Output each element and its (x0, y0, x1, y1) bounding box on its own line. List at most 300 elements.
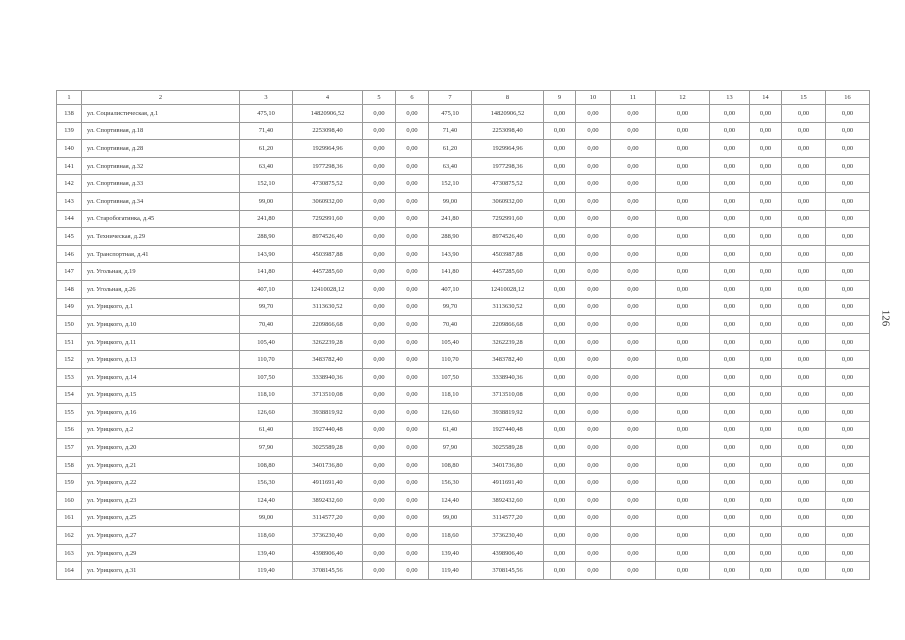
header-cell: 4 (293, 91, 363, 105)
value-cell: 0,00 (576, 175, 611, 193)
value-cell: 108,80 (240, 456, 293, 474)
value-cell: 0,00 (544, 210, 576, 228)
row-number-cell: 161 (57, 509, 82, 527)
value-cell: 0,00 (544, 333, 576, 351)
value-cell: 139,40 (240, 544, 293, 562)
value-cell: 0,00 (656, 298, 710, 316)
header-cell: 3 (240, 91, 293, 105)
value-cell: 0,00 (396, 509, 429, 527)
value-cell: 0,00 (396, 351, 429, 369)
value-cell: 0,00 (710, 228, 750, 246)
row-number-cell: 147 (57, 263, 82, 281)
address-cell: ул. Урицкого, д.2 (82, 421, 240, 439)
value-cell: 3262239,28 (293, 333, 363, 351)
row-number-cell: 158 (57, 456, 82, 474)
value-cell: 0,00 (363, 456, 396, 474)
value-cell: 0,00 (656, 210, 710, 228)
value-cell: 3892432,60 (293, 492, 363, 510)
value-cell: 126,60 (429, 404, 472, 422)
value-cell: 0,00 (782, 105, 826, 123)
value-cell: 241,80 (240, 210, 293, 228)
value-cell: 0,00 (576, 527, 611, 545)
value-cell: 0,00 (656, 140, 710, 158)
address-cell: ул. Урицкого, д.20 (82, 439, 240, 457)
value-cell: 0,00 (782, 140, 826, 158)
table-row (57, 157, 870, 175)
value-cell: 0,00 (710, 474, 750, 492)
table-row (57, 386, 870, 404)
address-cell: ул. Урицкого, д.23 (82, 492, 240, 510)
value-cell: 0,00 (710, 298, 750, 316)
value-cell: 4503987,88 (472, 245, 544, 263)
value-cell: 0,00 (750, 474, 782, 492)
value-cell: 0,00 (611, 210, 656, 228)
value-cell: 3713510,08 (472, 386, 544, 404)
value-cell: 61,40 (240, 421, 293, 439)
value-cell: 3708145,56 (472, 562, 544, 580)
value-cell: 0,00 (826, 386, 870, 404)
value-cell: 0,00 (750, 140, 782, 158)
value-cell: 0,00 (826, 351, 870, 369)
header-cell: 11 (611, 91, 656, 105)
value-cell: 0,00 (656, 509, 710, 527)
value-cell: 0,00 (782, 492, 826, 510)
value-cell: 63,40 (240, 157, 293, 175)
value-cell: 0,00 (710, 140, 750, 158)
value-cell: 0,00 (750, 122, 782, 140)
value-cell: 4730875,52 (472, 175, 544, 193)
value-cell: 0,00 (611, 280, 656, 298)
value-cell: 99,00 (429, 509, 472, 527)
table-row (57, 298, 870, 316)
value-cell: 0,00 (396, 157, 429, 175)
value-cell: 0,00 (544, 368, 576, 386)
value-cell: 0,00 (750, 263, 782, 281)
value-cell: 3113630,52 (293, 298, 363, 316)
table-row (57, 245, 870, 263)
value-cell: 0,00 (656, 228, 710, 246)
value-cell: 3713510,08 (293, 386, 363, 404)
value-cell: 0,00 (363, 245, 396, 263)
value-cell: 0,00 (576, 192, 611, 210)
value-cell: 110,70 (429, 351, 472, 369)
value-cell: 1977298,36 (293, 157, 363, 175)
value-cell: 8974526,40 (293, 228, 363, 246)
header-cell: 15 (782, 91, 826, 105)
row-number-cell: 156 (57, 421, 82, 439)
value-cell: 0,00 (656, 421, 710, 439)
value-cell: 0,00 (611, 105, 656, 123)
value-cell: 0,00 (656, 386, 710, 404)
value-cell: 0,00 (544, 404, 576, 422)
address-cell: ул. Урицкого, д.25 (82, 509, 240, 527)
value-cell: 0,00 (396, 263, 429, 281)
value-cell: 1927440,48 (293, 421, 363, 439)
row-number-cell: 151 (57, 333, 82, 351)
value-cell: 3025589,28 (472, 439, 544, 457)
value-cell: 0,00 (611, 368, 656, 386)
value-cell: 0,00 (363, 527, 396, 545)
row-number-cell: 139 (57, 122, 82, 140)
address-cell: ул. Старобогатинка, д.45 (82, 210, 240, 228)
value-cell: 0,00 (396, 140, 429, 158)
value-cell: 4398906,40 (293, 544, 363, 562)
value-cell: 0,00 (611, 439, 656, 457)
value-cell: 0,00 (363, 105, 396, 123)
value-cell: 14820906,52 (293, 105, 363, 123)
table-row (57, 421, 870, 439)
table-body (57, 91, 870, 580)
value-cell: 0,00 (710, 544, 750, 562)
table-row (57, 439, 870, 457)
value-cell: 118,60 (240, 527, 293, 545)
value-cell: 1977298,36 (472, 157, 544, 175)
value-cell: 0,00 (611, 404, 656, 422)
value-cell: 0,00 (363, 351, 396, 369)
value-cell: 0,00 (710, 316, 750, 334)
value-cell: 0,00 (656, 404, 710, 422)
value-cell: 107,50 (240, 368, 293, 386)
value-cell: 0,00 (750, 492, 782, 510)
value-cell: 0,00 (750, 105, 782, 123)
address-cell: ул. Угольная, д.26 (82, 280, 240, 298)
value-cell: 0,00 (710, 509, 750, 527)
value-cell: 0,00 (363, 562, 396, 580)
table-row (57, 228, 870, 246)
table-row (57, 492, 870, 510)
value-cell: 0,00 (826, 474, 870, 492)
value-cell: 3483782,40 (472, 351, 544, 369)
value-cell: 0,00 (396, 298, 429, 316)
value-cell: 0,00 (611, 175, 656, 193)
value-cell: 1929964,96 (293, 140, 363, 158)
value-cell: 0,00 (363, 122, 396, 140)
value-cell: 0,00 (611, 157, 656, 175)
value-cell: 0,00 (576, 474, 611, 492)
value-cell: 0,00 (656, 492, 710, 510)
value-cell: 0,00 (826, 404, 870, 422)
value-cell: 71,40 (240, 122, 293, 140)
value-cell: 0,00 (611, 333, 656, 351)
value-cell: 0,00 (826, 157, 870, 175)
value-cell: 0,00 (576, 562, 611, 580)
value-cell: 407,10 (240, 280, 293, 298)
table-row (57, 122, 870, 140)
value-cell: 0,00 (576, 280, 611, 298)
value-cell: 0,00 (611, 351, 656, 369)
value-cell: 0,00 (750, 157, 782, 175)
value-cell: 139,40 (429, 544, 472, 562)
value-cell: 0,00 (363, 421, 396, 439)
value-cell: 12410028,12 (293, 280, 363, 298)
value-cell: 0,00 (363, 474, 396, 492)
value-cell: 407,10 (429, 280, 472, 298)
value-cell: 0,00 (576, 298, 611, 316)
value-cell: 0,00 (750, 404, 782, 422)
value-cell: 0,00 (396, 333, 429, 351)
value-cell: 99,70 (429, 298, 472, 316)
value-cell: 0,00 (396, 456, 429, 474)
value-cell: 0,00 (611, 316, 656, 334)
value-cell: 2253098,40 (293, 122, 363, 140)
value-cell: 0,00 (710, 456, 750, 474)
address-cell: ул. Урицкого, д.16 (82, 404, 240, 422)
value-cell: 0,00 (611, 386, 656, 404)
value-cell: 0,00 (656, 333, 710, 351)
value-cell: 0,00 (576, 544, 611, 562)
value-cell: 0,00 (710, 122, 750, 140)
value-cell: 124,40 (429, 492, 472, 510)
value-cell: 4911691,40 (472, 474, 544, 492)
value-cell: 156,30 (240, 474, 293, 492)
value-cell: 0,00 (826, 492, 870, 510)
value-cell: 0,00 (656, 280, 710, 298)
value-cell: 0,00 (710, 386, 750, 404)
value-cell: 0,00 (782, 280, 826, 298)
value-cell: 143,90 (429, 245, 472, 263)
value-cell: 0,00 (826, 140, 870, 158)
value-cell: 0,00 (611, 492, 656, 510)
value-cell: 0,00 (826, 439, 870, 457)
value-cell: 0,00 (656, 157, 710, 175)
value-cell: 0,00 (656, 245, 710, 263)
value-cell: 0,00 (363, 439, 396, 457)
row-number-cell: 140 (57, 140, 82, 158)
value-cell: 0,00 (782, 368, 826, 386)
value-cell: 4730875,52 (293, 175, 363, 193)
value-cell: 0,00 (750, 527, 782, 545)
value-cell: 0,00 (576, 210, 611, 228)
value-cell: 0,00 (576, 263, 611, 281)
value-cell: 141,80 (429, 263, 472, 281)
value-cell: 0,00 (750, 210, 782, 228)
value-cell: 0,00 (782, 245, 826, 263)
value-cell: 0,00 (656, 527, 710, 545)
value-cell: 3736230,40 (293, 527, 363, 545)
row-number-cell: 153 (57, 368, 82, 386)
value-cell: 0,00 (544, 492, 576, 510)
value-cell: 0,00 (363, 333, 396, 351)
row-number-cell: 163 (57, 544, 82, 562)
value-cell: 475,10 (429, 105, 472, 123)
value-cell: 124,40 (240, 492, 293, 510)
value-cell: 0,00 (576, 492, 611, 510)
value-cell: 0,00 (576, 456, 611, 474)
value-cell: 0,00 (710, 404, 750, 422)
value-cell: 0,00 (826, 210, 870, 228)
value-cell: 0,00 (396, 228, 429, 246)
value-cell: 97,90 (240, 439, 293, 457)
value-cell: 0,00 (826, 544, 870, 562)
row-number-cell: 164 (57, 562, 82, 580)
value-cell: 0,00 (782, 456, 826, 474)
value-cell: 0,00 (782, 404, 826, 422)
value-cell: 0,00 (656, 562, 710, 580)
value-cell: 152,10 (240, 175, 293, 193)
value-cell: 0,00 (363, 368, 396, 386)
row-number-cell: 154 (57, 386, 82, 404)
value-cell: 0,00 (750, 386, 782, 404)
value-cell: 0,00 (611, 474, 656, 492)
value-cell: 0,00 (396, 439, 429, 457)
value-cell: 3060932,00 (293, 192, 363, 210)
table-row (57, 562, 870, 580)
address-cell: ул. Спортивная, д.28 (82, 140, 240, 158)
value-cell: 3401736,80 (293, 456, 363, 474)
value-cell: 0,00 (396, 544, 429, 562)
value-cell: 0,00 (544, 175, 576, 193)
value-cell: 0,00 (363, 157, 396, 175)
value-cell: 14820906,52 (472, 105, 544, 123)
value-cell: 0,00 (826, 527, 870, 545)
value-cell: 0,00 (611, 192, 656, 210)
value-cell: 0,00 (363, 175, 396, 193)
row-number-cell: 141 (57, 157, 82, 175)
value-cell: 0,00 (544, 316, 576, 334)
value-cell: 0,00 (544, 562, 576, 580)
value-cell: 0,00 (750, 298, 782, 316)
value-cell: 0,00 (656, 105, 710, 123)
value-cell: 0,00 (544, 157, 576, 175)
value-cell: 99,00 (240, 192, 293, 210)
value-cell: 3892432,60 (472, 492, 544, 510)
value-cell: 0,00 (544, 140, 576, 158)
value-cell: 3060932,00 (472, 192, 544, 210)
value-cell: 0,00 (656, 122, 710, 140)
value-cell: 0,00 (576, 404, 611, 422)
value-cell: 0,00 (363, 544, 396, 562)
value-cell: 0,00 (710, 421, 750, 439)
value-cell: 63,40 (429, 157, 472, 175)
table-row (57, 280, 870, 298)
value-cell: 0,00 (576, 245, 611, 263)
value-cell: 0,00 (396, 192, 429, 210)
value-cell: 4503987,88 (293, 245, 363, 263)
value-cell: 0,00 (363, 280, 396, 298)
value-cell: 0,00 (576, 122, 611, 140)
value-cell: 0,00 (782, 175, 826, 193)
address-cell: ул. Спортивная, д.34 (82, 192, 240, 210)
value-cell: 0,00 (750, 316, 782, 334)
value-cell: 0,00 (656, 175, 710, 193)
row-number-cell: 144 (57, 210, 82, 228)
address-cell: ул. Урицкого, д.29 (82, 544, 240, 562)
value-cell: 0,00 (750, 245, 782, 263)
header-cell: 9 (544, 91, 576, 105)
value-cell: 0,00 (611, 509, 656, 527)
value-cell: 61,20 (240, 140, 293, 158)
value-cell: 0,00 (363, 316, 396, 334)
value-cell: 107,50 (429, 368, 472, 386)
value-cell: 0,00 (826, 456, 870, 474)
table-row (57, 404, 870, 422)
value-cell: 99,00 (429, 192, 472, 210)
header-cell: 1 (57, 91, 82, 105)
row-number-cell: 162 (57, 527, 82, 545)
value-cell: 3025589,28 (293, 439, 363, 457)
header-cell: 14 (750, 91, 782, 105)
value-cell: 0,00 (544, 105, 576, 123)
value-cell: 118,10 (429, 386, 472, 404)
value-cell: 99,70 (240, 298, 293, 316)
value-cell: 3338940,36 (472, 368, 544, 386)
header-cell: 8 (472, 91, 544, 105)
address-cell: ул. Спортивная, д.18 (82, 122, 240, 140)
value-cell: 0,00 (363, 228, 396, 246)
value-cell: 0,00 (396, 368, 429, 386)
value-cell: 0,00 (826, 105, 870, 123)
row-number-cell: 157 (57, 439, 82, 457)
value-cell: 70,40 (429, 316, 472, 334)
value-cell: 0,00 (544, 351, 576, 369)
value-cell: 0,00 (710, 280, 750, 298)
table-row (57, 351, 870, 369)
value-cell: 0,00 (826, 368, 870, 386)
value-cell: 0,00 (656, 351, 710, 369)
value-cell: 0,00 (656, 456, 710, 474)
value-cell: 475,10 (240, 105, 293, 123)
value-cell: 0,00 (363, 263, 396, 281)
row-number-cell: 148 (57, 280, 82, 298)
value-cell: 119,40 (240, 562, 293, 580)
value-cell: 118,60 (429, 527, 472, 545)
value-cell: 0,00 (826, 280, 870, 298)
address-cell: ул. Транспортная, д.41 (82, 245, 240, 263)
value-cell: 0,00 (826, 122, 870, 140)
value-cell: 0,00 (396, 122, 429, 140)
value-cell: 0,00 (396, 245, 429, 263)
value-cell: 2209866,68 (472, 316, 544, 334)
value-cell: 0,00 (363, 210, 396, 228)
value-cell: 0,00 (363, 140, 396, 158)
value-cell: 0,00 (576, 509, 611, 527)
row-number-cell: 138 (57, 105, 82, 123)
value-cell: 108,80 (429, 456, 472, 474)
address-cell: ул. Спортивная, д.33 (82, 175, 240, 193)
value-cell: 0,00 (826, 175, 870, 193)
value-cell: 0,00 (611, 562, 656, 580)
value-cell: 3401736,80 (472, 456, 544, 474)
value-cell: 0,00 (750, 228, 782, 246)
value-cell: 0,00 (611, 140, 656, 158)
value-cell: 0,00 (396, 404, 429, 422)
value-cell: 61,20 (429, 140, 472, 158)
value-cell: 0,00 (710, 439, 750, 457)
value-cell: 0,00 (576, 105, 611, 123)
value-cell: 0,00 (544, 192, 576, 210)
value-cell: 0,00 (782, 210, 826, 228)
value-cell: 4457285,60 (293, 263, 363, 281)
value-cell: 0,00 (782, 474, 826, 492)
value-cell: 3938819,92 (472, 404, 544, 422)
value-cell: 0,00 (750, 421, 782, 439)
table-row (57, 368, 870, 386)
value-cell: 0,00 (782, 228, 826, 246)
address-cell: ул. Спортивная, д.32 (82, 157, 240, 175)
value-cell: 3338940,36 (293, 368, 363, 386)
value-cell: 0,00 (750, 351, 782, 369)
table-row (57, 105, 870, 123)
value-cell: 0,00 (611, 527, 656, 545)
value-cell: 0,00 (750, 175, 782, 193)
row-number-cell: 159 (57, 474, 82, 492)
value-cell: 143,90 (240, 245, 293, 263)
value-cell: 288,90 (240, 228, 293, 246)
table-row (57, 333, 870, 351)
value-cell: 0,00 (611, 456, 656, 474)
table-row (57, 474, 870, 492)
value-cell: 0,00 (826, 192, 870, 210)
